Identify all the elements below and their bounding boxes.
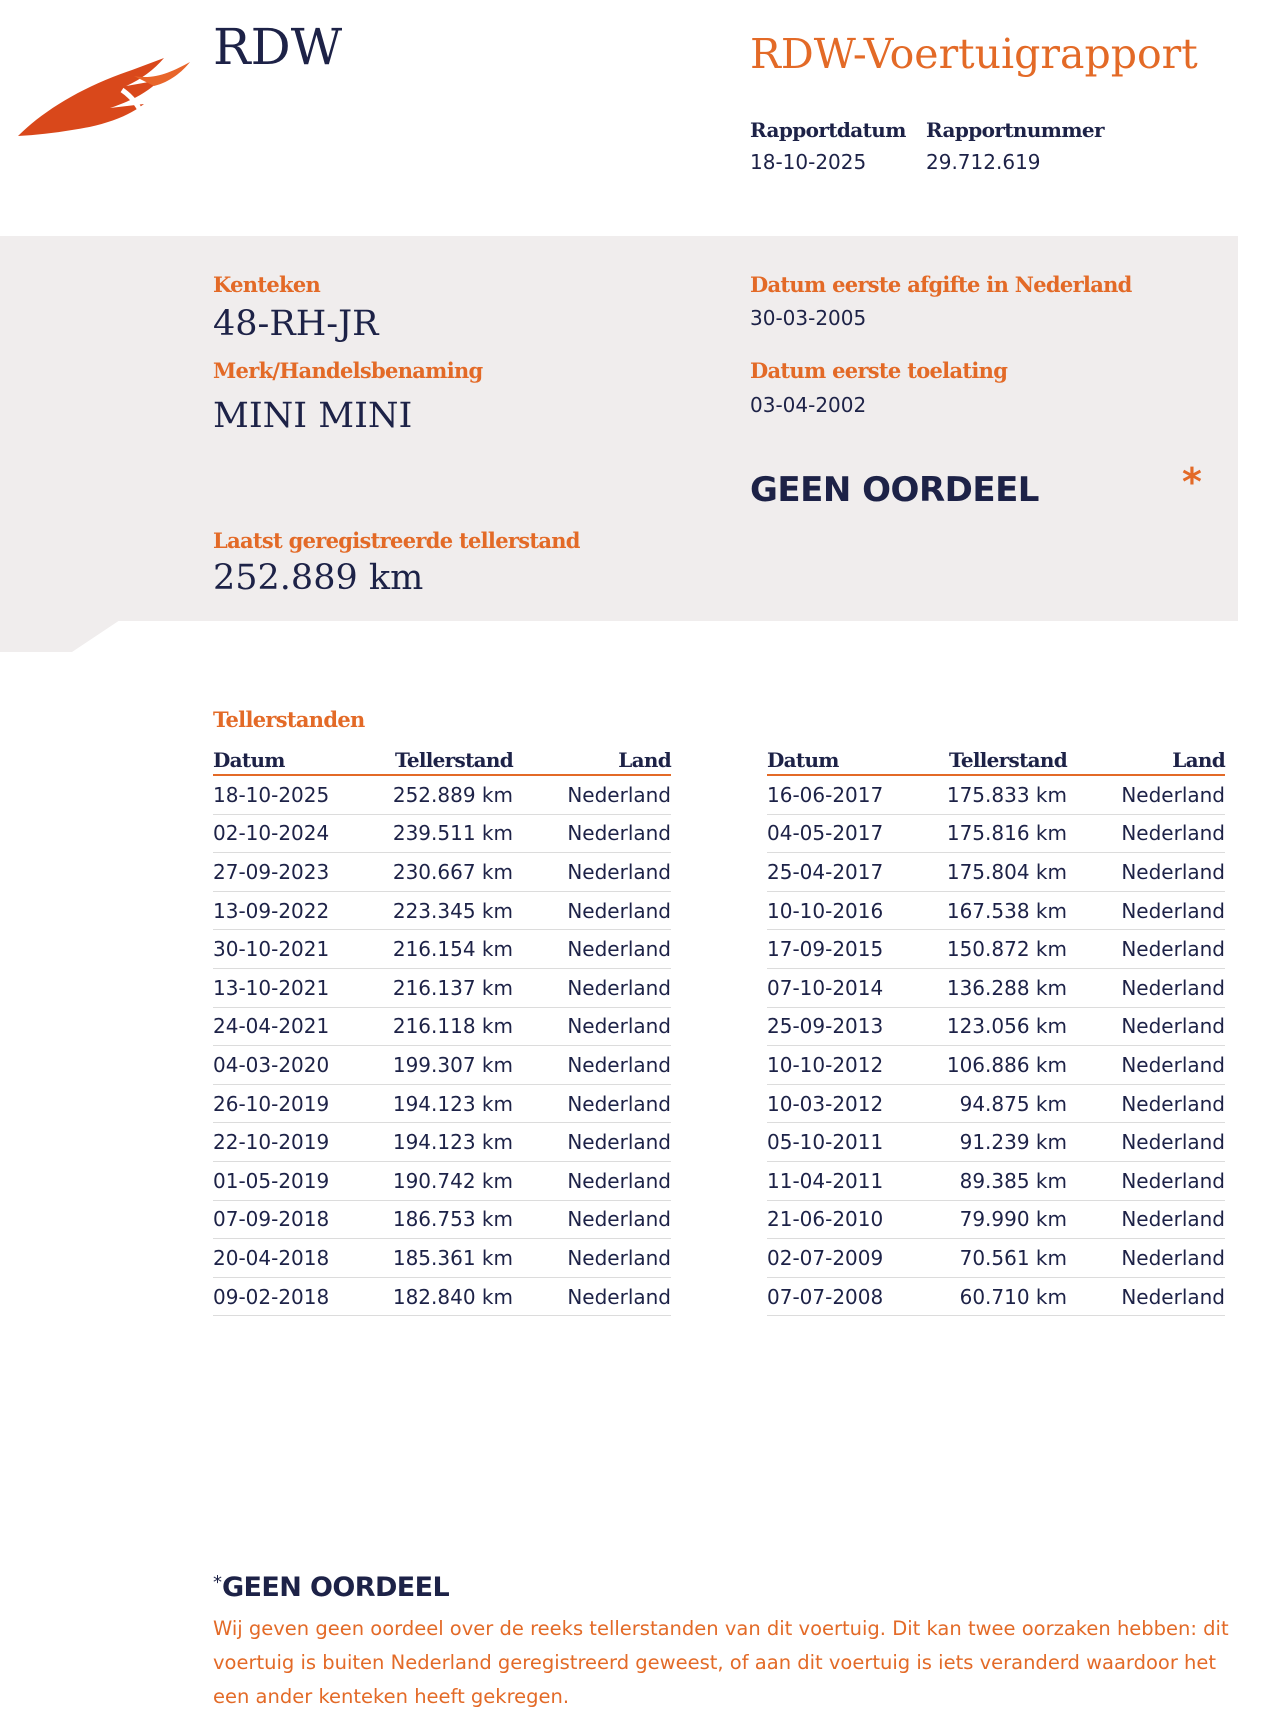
cell-odometer: 89.385 km	[937, 1161, 1067, 1200]
table-row	[213, 930, 671, 969]
cell-odometer: 223.345 km	[383, 891, 513, 930]
cell-odometer: 136.288 km	[937, 968, 1067, 1007]
cell-country: Nederland	[1067, 891, 1225, 930]
cell-date: 13-10-2021	[213, 968, 383, 1007]
cell-country: Nederland	[1067, 1200, 1225, 1239]
table-row	[213, 1200, 671, 1239]
rdw-logo-icon	[14, 50, 194, 150]
table-row	[213, 853, 671, 892]
cell-date: 07-07-2008	[767, 1277, 937, 1316]
footnote-marker: *	[213, 1572, 222, 1593]
cell-odometer: 199.307 km	[383, 1046, 513, 1085]
cell-date: 04-03-2020	[213, 1046, 383, 1085]
cell-country: Nederland	[513, 891, 671, 930]
table-row	[767, 775, 1225, 814]
cell-country: Nederland	[1067, 814, 1225, 853]
readings-table-left	[213, 738, 671, 1316]
first-registration-nl-value: 30-03-2005	[750, 306, 867, 330]
column-header-date: Datum	[213, 738, 383, 775]
cell-country: Nederland	[513, 1239, 671, 1278]
cell-country: Nederland	[513, 814, 671, 853]
cell-country: Nederland	[513, 853, 671, 892]
table-row	[767, 1123, 1225, 1162]
cell-date: 22-10-2019	[213, 1123, 383, 1162]
panel-tail-shape	[0, 620, 120, 652]
odometer-value: 252.889 km	[213, 558, 424, 598]
report-date-label: Rapportdatum	[750, 118, 906, 142]
cell-odometer: 106.886 km	[937, 1046, 1067, 1085]
report-title: RDW-Voertuigrapport	[750, 30, 1198, 78]
cell-odometer: 194.123 km	[383, 1084, 513, 1123]
cell-date: 26-10-2019	[213, 1084, 383, 1123]
report-date-value: 18-10-2025	[750, 150, 867, 174]
cell-odometer: 230.667 km	[383, 853, 513, 892]
table-row	[213, 1046, 671, 1085]
make-value: MINI MINI	[213, 396, 413, 436]
cell-country: Nederland	[1067, 930, 1225, 969]
cell-odometer: 60.710 km	[937, 1277, 1067, 1316]
column-header-date: Datum	[767, 738, 937, 775]
cell-odometer: 94.875 km	[937, 1084, 1067, 1123]
footnote-text: Wij geven geen oordeel over de reeks tellerstanden van dit voertuig. Dit kan twee oorzaken hebben: dit voertuig is buiten Nederland geregistreerd geweest, of aan dit voertuig is iets veranderd waardoor het een ander kenteken heeft gekregen.	[213, 1617, 1229, 1708]
odometer-label: Laatst geregistreerde tellerstand	[213, 528, 580, 553]
first-admission-value: 03-04-2002	[750, 393, 867, 417]
cell-date: 05-10-2011	[767, 1123, 937, 1162]
cell-odometer: 182.840 km	[383, 1277, 513, 1316]
cell-odometer: 79.990 km	[937, 1200, 1067, 1239]
column-header-country: Land	[1067, 738, 1225, 775]
cell-odometer: 175.816 km	[937, 814, 1067, 853]
table-row	[213, 1239, 671, 1278]
table-row	[767, 1200, 1225, 1239]
brand-name: RDW	[213, 18, 343, 76]
cell-country: Nederland	[1067, 1277, 1225, 1316]
table-header-row	[213, 738, 671, 775]
cell-country: Nederland	[1067, 1046, 1225, 1085]
cell-odometer: 123.056 km	[937, 1007, 1067, 1046]
table-row	[767, 1007, 1225, 1046]
cell-date: 02-07-2009	[767, 1239, 937, 1278]
cell-odometer: 194.123 km	[383, 1123, 513, 1162]
cell-odometer: 216.137 km	[383, 968, 513, 1007]
table-row	[213, 1123, 671, 1162]
report-number-label: Rapportnummer	[926, 118, 1104, 142]
cell-odometer: 186.753 km	[383, 1200, 513, 1239]
cell-odometer: 175.804 km	[937, 853, 1067, 892]
verdict-text: GEEN OORDEEL	[750, 470, 1039, 510]
cell-date: 04-05-2017	[767, 814, 937, 853]
cell-odometer: 91.239 km	[937, 1123, 1067, 1162]
table-row	[767, 968, 1225, 1007]
table-row	[767, 814, 1225, 853]
table-row	[213, 775, 671, 814]
cell-country: Nederland	[1067, 968, 1225, 1007]
readings-table-right	[767, 738, 1225, 1316]
cell-date: 10-10-2016	[767, 891, 937, 930]
cell-country: Nederland	[513, 1046, 671, 1085]
make-label: Merk/Handelsbenaming	[213, 358, 483, 383]
cell-country: Nederland	[1067, 1123, 1225, 1162]
cell-date: 10-03-2012	[767, 1084, 937, 1123]
footnote-heading: GEEN OORDEEL	[222, 1572, 450, 1603]
cell-date: 21-06-2010	[767, 1200, 937, 1239]
footnote-title	[213, 1572, 449, 1603]
cell-date: 02-10-2024	[213, 814, 383, 853]
cell-country: Nederland	[513, 775, 671, 814]
cell-date: 09-02-2018	[213, 1277, 383, 1316]
table-row	[767, 1161, 1225, 1200]
cell-country: Nederland	[513, 1277, 671, 1316]
report-number-value: 29.712.619	[926, 150, 1041, 174]
cell-date: 07-10-2014	[767, 968, 937, 1007]
plate-label: Kenteken	[213, 272, 321, 297]
table-row	[767, 891, 1225, 930]
column-header-country: Land	[513, 738, 671, 775]
cell-country: Nederland	[1067, 1084, 1225, 1123]
table-row	[213, 1084, 671, 1123]
cell-country: Nederland	[1067, 775, 1225, 814]
readings-section-title: Tellerstanden	[213, 707, 365, 732]
table-row	[767, 853, 1225, 892]
verdict-asterisk: *	[1182, 460, 1202, 504]
cell-odometer: 216.154 km	[383, 930, 513, 969]
cell-date: 01-05-2019	[213, 1161, 383, 1200]
table-row	[767, 1277, 1225, 1316]
table-row	[767, 930, 1225, 969]
table-row	[213, 968, 671, 1007]
cell-date: 07-09-2018	[213, 1200, 383, 1239]
table-row	[767, 1046, 1225, 1085]
cell-country: Nederland	[513, 930, 671, 969]
cell-country: Nederland	[513, 1123, 671, 1162]
cell-date: 16-06-2017	[767, 775, 937, 814]
cell-date: 27-09-2023	[213, 853, 383, 892]
cell-date: 20-04-2018	[213, 1239, 383, 1278]
table-row	[213, 891, 671, 930]
table-row	[767, 1084, 1225, 1123]
cell-date: 24-04-2021	[213, 1007, 383, 1046]
cell-date: 30-10-2021	[213, 930, 383, 969]
table-row	[213, 1007, 671, 1046]
cell-date: 11-04-2011	[767, 1161, 937, 1200]
cell-odometer: 185.361 km	[383, 1239, 513, 1278]
cell-country: Nederland	[513, 1007, 671, 1046]
plate-value: 48-RH-JR	[213, 304, 379, 344]
cell-date: 18-10-2025	[213, 775, 383, 814]
cell-odometer: 190.742 km	[383, 1161, 513, 1200]
cell-date: 17-09-2015	[767, 930, 937, 969]
cell-odometer: 216.118 km	[383, 1007, 513, 1046]
table-header-row	[767, 738, 1225, 775]
table-row	[213, 814, 671, 853]
cell-odometer: 150.872 km	[937, 930, 1067, 969]
cell-date: 10-10-2012	[767, 1046, 937, 1085]
cell-odometer: 175.833 km	[937, 775, 1067, 814]
cell-country: Nederland	[513, 1200, 671, 1239]
cell-country: Nederland	[1067, 1161, 1225, 1200]
cell-date: 25-09-2013	[767, 1007, 937, 1046]
cell-date: 25-04-2017	[767, 853, 937, 892]
cell-country: Nederland	[1067, 853, 1225, 892]
table-row	[767, 1239, 1225, 1278]
cell-country: Nederland	[513, 968, 671, 1007]
cell-odometer: 70.561 km	[937, 1239, 1067, 1278]
cell-odometer: 252.889 km	[383, 775, 513, 814]
cell-country: Nederland	[513, 1161, 671, 1200]
table-row	[213, 1161, 671, 1200]
cell-odometer: 167.538 km	[937, 891, 1067, 930]
column-header-odometer: Tellerstand	[937, 738, 1067, 775]
column-header-odometer: Tellerstand	[383, 738, 513, 775]
cell-country: Nederland	[1067, 1239, 1225, 1278]
cell-date: 13-09-2022	[213, 891, 383, 930]
cell-country: Nederland	[1067, 1007, 1225, 1046]
first-admission-label: Datum eerste toelating	[750, 358, 1008, 383]
cell-odometer: 239.511 km	[383, 814, 513, 853]
cell-country: Nederland	[513, 1084, 671, 1123]
first-registration-nl-label: Datum eerste afgifte in Nederland	[750, 272, 1132, 297]
table-row	[213, 1277, 671, 1316]
